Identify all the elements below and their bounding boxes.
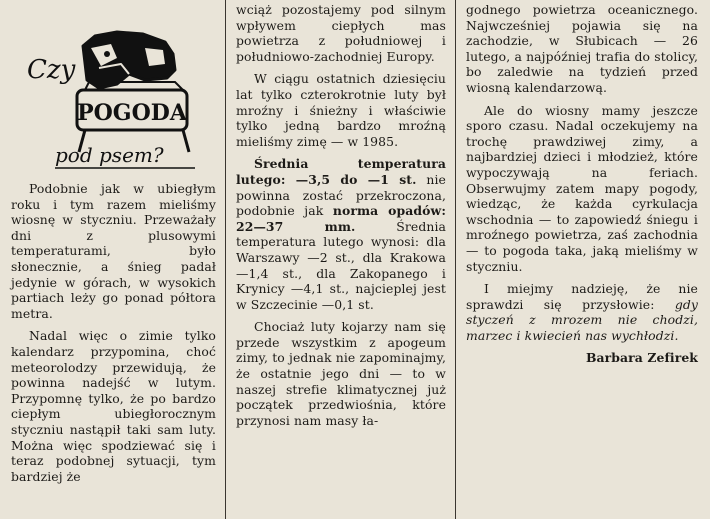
article-column-3 [466,2,698,366]
dog-logo-illustration [25,28,200,178]
paragraph: godnego powietrza oceanicznego. Najwcześniej pojawia się na zachodzie, w Słubicach — 26 lutego, a najpóźniej trafia do stolicy, bo zaledwie na tydzień przed wiosną kalendarzową. [466,2,698,95]
paragraph: Chociaż luty kojarzy nam się przede wszystkim z apogeum zimy, to jednak nie zapominajmy, że ostatnie jego dni — to w naszej strefie klimatycznej już początek przedwiośnia, które przynosi nam masy ła- [236,319,446,428]
paragraph: W ciągu ostatnich dziesięciu lat tylko czterokrotnie luty był mroźny i śnieżny i właściwie tylko jedną bardzo mroźną mieliśmy zimę — w 1985. [236,71,446,149]
logo-bottom-text: pod psem? [55,143,164,167]
paragraph: Nadal więc o zimie tylko kalendarz przypomina, choć meteorolodzy przewidują, że powinna nadejść w lutym. Przypomnę tylko, że po bardzo ciepłym ubiegłorocznym styczniu nastąpił taki sam luty. Można więc spodziewać się i teraz podobnej sytuacji, tym bardziej że [11,328,216,484]
article-column-2 [236,2,446,428]
bold-text: Średnia temperatura lutego: —3,5 do —1 st. [236,156,446,187]
logo-czy-pogoda-pod-psem [25,28,200,178]
logo-top-text: Czy [27,55,76,85]
column-divider [225,0,226,519]
logo-main-text: POGODA [77,100,187,126]
proverb-text: gdy styczeń z mrozem nie chodzi, marzec i kwiecień nas wychłodzi. [466,296,698,343]
body-text: I miejmy nadzieję, że nie sprawdzi się przysłowie: [466,281,698,312]
paragraph: Podobnie jak w ubiegłym roku i tym razem mieliśmy wiosnę w styczniu. Przeważały dni z plusowymi temperaturami, było słonecznie, a śnieg padał jedynie w górach, w wysokich partiach leży go ponad półtora metra. [11,181,216,321]
article-column-1 [11,181,216,484]
paragraph-proverb [466,281,698,343]
bold-text: norma opadów: 22—37 mm. [236,203,446,234]
paragraph: Ale do wiosny mamy jeszcze sporo czasu. Nadal oczekujemy na trochę prawdziwej zimy, a najbardziej dzieci i młodzież, które wypoczywają na feriach. Obserwujmy zatem mapy pogody, wiedząc, że każda cyrkulacja wschodnia — to zapowiedź śniegu i mroźnego powietrza, zaś zachodnia — to pogoda taka, jaką mieliśmy w styczniu. [466,102,698,274]
body-text: nie powinna zostać przekroczona, podobnie jak [236,171,446,219]
author-signature: Barbara Zefirek [585,350,698,366]
paragraph-temperature-stats [236,156,446,312]
column-divider [455,0,456,519]
body-text: Średnia temperatura lutego wynosi: dla Warszawy —2 st., dla Krakowa —1,4 st., dla Zakopanego i Krynicy —4,1 st., najcieplej jest w Szczecinie —0,1 st. [236,218,446,312]
paragraph: wciąż pozostajemy pod silnym wpływem ciepłych mas powietrza z południowej i południowo-zachodniej Europy. [236,2,446,64]
